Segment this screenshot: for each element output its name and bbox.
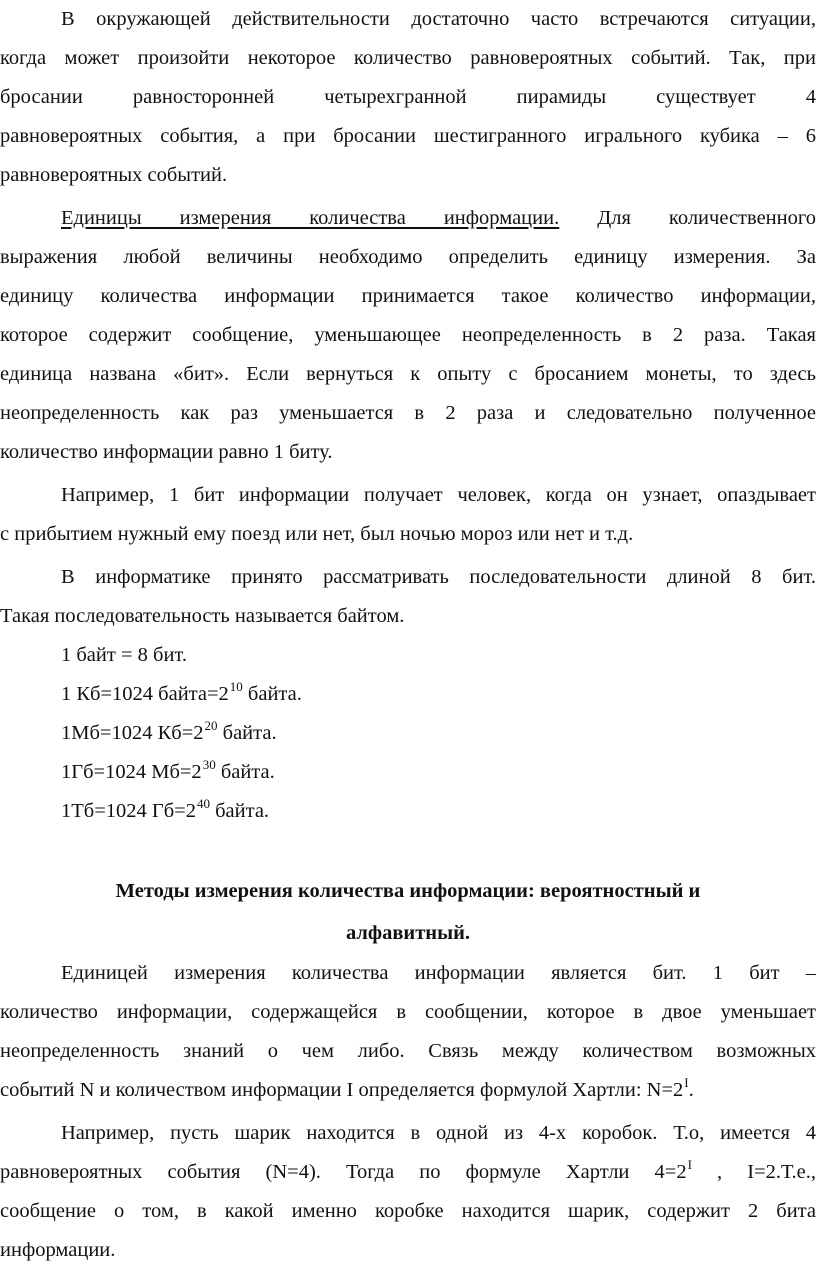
p2-line-2: выражения любой величины необходимо определить единицу измерения. За [0, 246, 816, 268]
units-heading: Единицы измерения количества информации. [61, 207, 560, 229]
p6-line-2: равновероятных события (N=4). Тогда по формуле Хартли $4=2^I$ , I=2.Т.е., [0, 1157, 816, 1183]
p2-line-6: неопределенность как раз уменьшается в 2 раза и следовательно полученное [0, 402, 816, 424]
p2-line-1 [0, 203, 816, 233]
unit-megabyte: 1Мб=1024 $Кб=2^{20}$ байта. [61, 718, 277, 744]
section-heading-line-2: алфавитный. [345, 922, 471, 944]
p5-line-4: событий N и количеством информации I определяется формулой Хартли: $N=2^I$. [0, 1075, 694, 1101]
p6-line-4: информации. [0, 1239, 116, 1261]
p1-line-4: равновероятных события, а при бросании шестигранного игрального кубика – 6 [0, 125, 816, 147]
unit-kilobyte: 1 Кб=1024 $байта=2^{10}$ байта. [61, 679, 302, 705]
p1-line-5: равновероятных событий. [0, 164, 228, 186]
p6-line-1: Например, пусть шарик находится в одной из 4-х коробок. Т.о, имеется 4 [61, 1122, 816, 1144]
p5-line-3: неопределенность знаний о чем либо. Связь между количеством возможных [0, 1040, 816, 1062]
p2-line-3: единицу количества информации принимается такое количество информации, [0, 285, 816, 307]
p6-line-3: сообщение о том, в какой именно коробке находится шарик, содержит 2 бита [0, 1200, 816, 1222]
section-heading-line-1: Методы измерения количества информации: вероятностный и [115, 880, 701, 902]
p3-line-1: Например, 1 бит информации получает человек, когда он узнает, опаздывает [61, 484, 816, 506]
unit-terabyte: 1Тб=1024 $Гб=2^{40}$ байта. [61, 796, 270, 822]
p5-line-1: Единицей измерения количества информации является бит. 1 бит – [61, 962, 816, 984]
p2-line-5: единица названа «бит». Если вернуться к опыту с бросанием монеты, то здесь [0, 363, 816, 385]
unit-byte: 1 байт = 8 бит. [61, 644, 187, 666]
p4-line-2: Такая последовательность называется байтом. [0, 605, 405, 627]
p1-line-3: бросании равносторонней четырехгранной пирамиды существует 4 [0, 86, 816, 108]
p2-line-1-rest: Для количественного [597, 207, 816, 229]
p5-line-2: количество информации, содержащейся в сообщении, которое в двое уменьшает [0, 1001, 816, 1023]
p1-line-1: В окружающей действительности достаточно часто встречаются ситуации, [61, 8, 816, 30]
p2-line-7: количество информации равно 1 биту. [0, 441, 333, 463]
p2-line-4: которое содержит сообщение, уменьшающее неопределенность в 2 раза. Такая [0, 324, 816, 346]
unit-gigabyte: 1Гб=1024 $Мб=2^{30}$ байта. [61, 757, 275, 783]
p3-line-2: с прибытием нужный ему поезд или нет, был ночью мороз или нет и т.д. [0, 523, 634, 545]
p4-line-1: В информатике принято рассматривать последовательности длиной 8 бит. [61, 566, 816, 588]
p1-line-2: когда может произойти некоторое количество равновероятных событий. Так, при [0, 47, 816, 69]
